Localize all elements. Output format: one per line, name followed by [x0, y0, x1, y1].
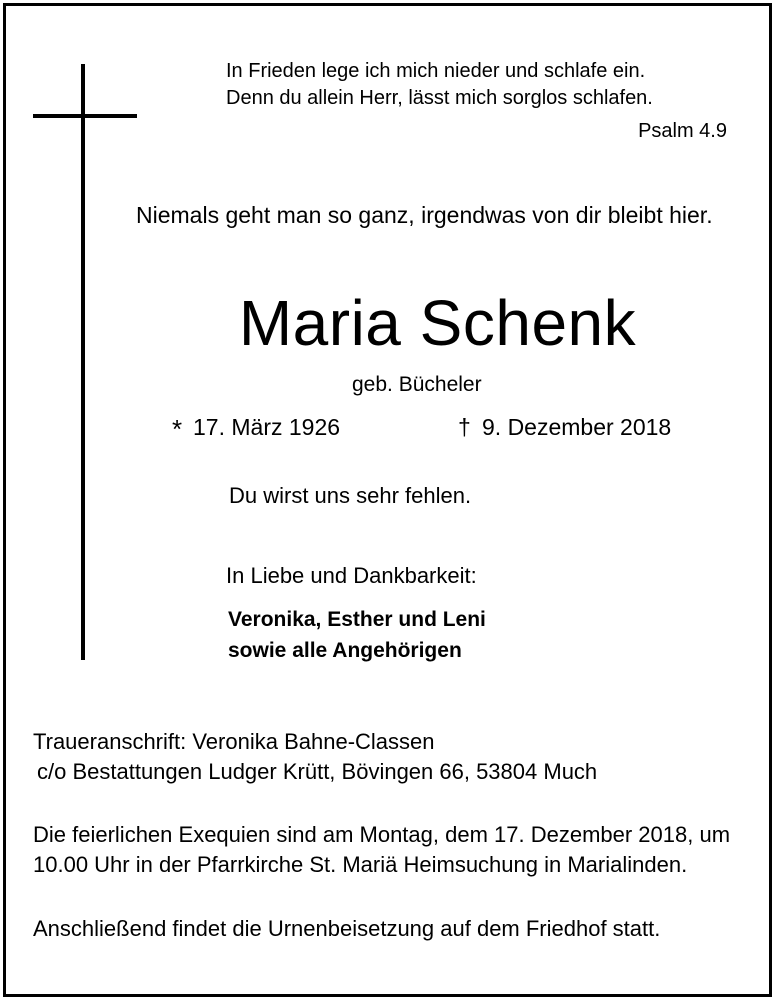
burial-details: Anschließend findet die Urnenbeisetzung auf dem Friedhof statt.	[33, 916, 661, 941]
service-details: Die feierlichen Exequien sind am Montag, dem 17. Dezember 2018, um 10.00 Uhr in der Pfarrkirche St. Mariä Heimsuchung in Marialinden.	[33, 822, 731, 877]
signature-intro: In Liebe und Dankbarkeit:	[226, 563, 477, 588]
farewell-text: Du wirst uns sehr fehlen.	[229, 483, 472, 508]
mourners-line-1: Veronika, Esther und Leni	[228, 608, 486, 631]
memorial-quote: Niemals geht man so ganz, irgendwas von dir bleibt hier.	[136, 202, 713, 228]
death-date: 9. Dezember 2018	[482, 414, 672, 440]
death-cross-icon: †	[458, 414, 471, 440]
cross-horizontal-bar	[33, 114, 137, 118]
birth-date: 17. März 1926	[193, 414, 341, 440]
deceased-name: Maria Schenk	[238, 287, 637, 359]
mourning-address-line-1: Traueranschrift: Veronika Bahne-Classen	[33, 729, 435, 754]
psalm-reference: Psalm 4.9	[638, 120, 727, 142]
psalm-line-1: In Frieden lege ich mich nieder und schlafe ein.	[226, 60, 646, 82]
cross-vertical-bar	[81, 64, 85, 660]
birth-star-icon: *	[172, 414, 183, 444]
maiden-name: geb. Bücheler	[352, 373, 482, 396]
mourning-address-line-2: c/o Bestattungen Ludger Krütt, Bövingen 66, 53804 Much	[37, 759, 598, 784]
mourners-line-2: sowie alle Angehörigen	[228, 639, 462, 662]
psalm-line-2: Denn du allein Herr, lässt mich sorglos schlafen.	[226, 87, 653, 109]
